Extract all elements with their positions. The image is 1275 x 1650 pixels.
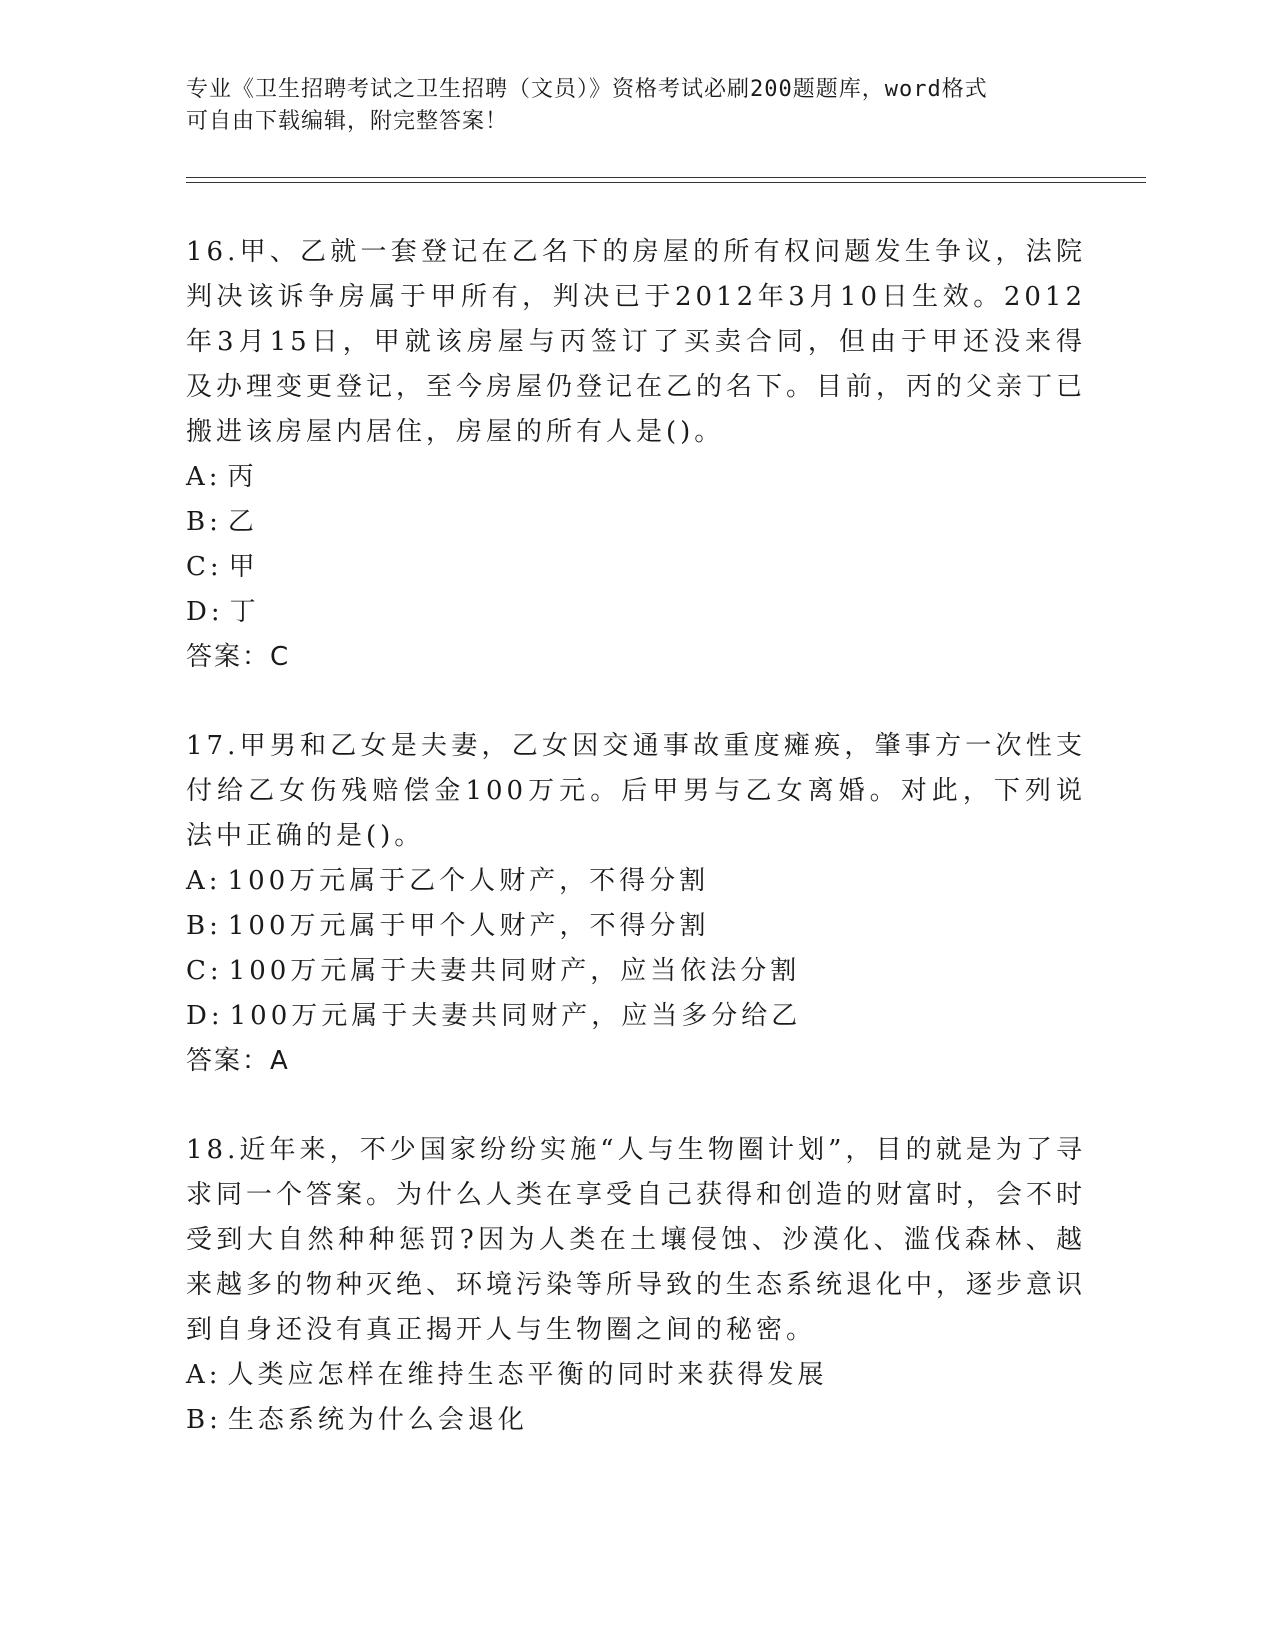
question-stem: 17.甲男和乙女是夫妻，乙女因交通事故重度瘫痪，肇事方一次性支付给乙女伤残赔偿金100万元。后甲男与乙女离婚。对此，下列说法中正确的是()。 xyxy=(186,731,1086,851)
question-stem: 16.甲、乙就一套登记在乙名下的房屋的所有权问题发生争议，法院判决该诉争房属于甲所有，判决已于2012年3月10日生效。2012年3月15日，甲就该房屋与丙签订了买卖合同，但由于甲还没来得及办理变更登记，至今房屋仍登记在乙的名下。目前，丙的父亲丁已搬进该房屋内居住，房屋的所有人是()。 xyxy=(186,237,1087,447)
option-key: D: xyxy=(186,1001,224,1031)
option-text: 100万元属于乙个人财产，不得分割 xyxy=(227,866,710,896)
question-18 xyxy=(186,1128,1086,1443)
option-text: 丙 xyxy=(227,462,258,492)
option-text: 生态系统为什么会退化 xyxy=(227,1405,528,1435)
header-title-line-2: 可自由下载编辑，附完整答案！ xyxy=(186,109,509,134)
option-key: C: xyxy=(186,956,223,986)
option-b xyxy=(186,500,1086,545)
option-d xyxy=(186,994,1086,1039)
option-key: C: xyxy=(186,552,223,582)
option-text: 丁 xyxy=(229,597,260,627)
option-a xyxy=(186,455,1086,500)
option-key: D: xyxy=(186,597,224,627)
option-c xyxy=(186,545,1086,590)
option-d xyxy=(186,590,1086,635)
option-text: 100万元属于夫妻共同财产，应当多分给乙 xyxy=(229,1001,802,1031)
option-key: A: xyxy=(186,866,222,896)
header-divider-bottom xyxy=(186,182,1146,183)
option-key: B: xyxy=(186,1405,222,1435)
question-stem: 18.近年来，不少国家纷纷实施“人与生物圈计划”，目的就是为了寻求同一个答案。为什么人类在享受自己获得和创造的财富时，会不时受到大自然种种惩罚?因为人类在土壤侵蚀、沙漠化、滥伐森林、越来越多的物种灭绝、环境污染等所导致的生态系统退化中，逐步意识到自身还没有真正揭开人与生物圈之间的秘密。 xyxy=(186,1135,1087,1345)
question-16 xyxy=(186,230,1086,680)
document-header xyxy=(186,74,1066,138)
option-key: B: xyxy=(186,507,222,537)
answer-line: 答案：A xyxy=(186,1046,290,1076)
option-a xyxy=(186,859,1086,904)
option-key: B: xyxy=(186,911,222,941)
question-list xyxy=(186,230,1086,1487)
header-divider-top xyxy=(186,177,1146,178)
option-key: A: xyxy=(186,462,222,492)
option-key: A: xyxy=(186,1360,222,1390)
header-title-line-1: 专业《卫生招聘考试之卫生招聘（文员）》资格考试必刷200题题库，word格式 xyxy=(186,77,988,102)
option-a xyxy=(186,1353,1086,1398)
option-c xyxy=(186,949,1086,994)
option-text: 甲 xyxy=(228,552,259,582)
option-b xyxy=(186,904,1086,949)
option-text: 100万元属于甲个人财产，不得分割 xyxy=(227,911,710,941)
option-text: 人类应怎样在维持生态平衡的同时来获得发展 xyxy=(227,1360,828,1390)
question-17 xyxy=(186,724,1086,1084)
option-b xyxy=(186,1398,1086,1443)
option-text: 乙 xyxy=(227,507,258,537)
option-text: 100万元属于夫妻共同财产，应当依法分割 xyxy=(228,956,801,986)
answer-line: 答案：C xyxy=(186,642,291,672)
